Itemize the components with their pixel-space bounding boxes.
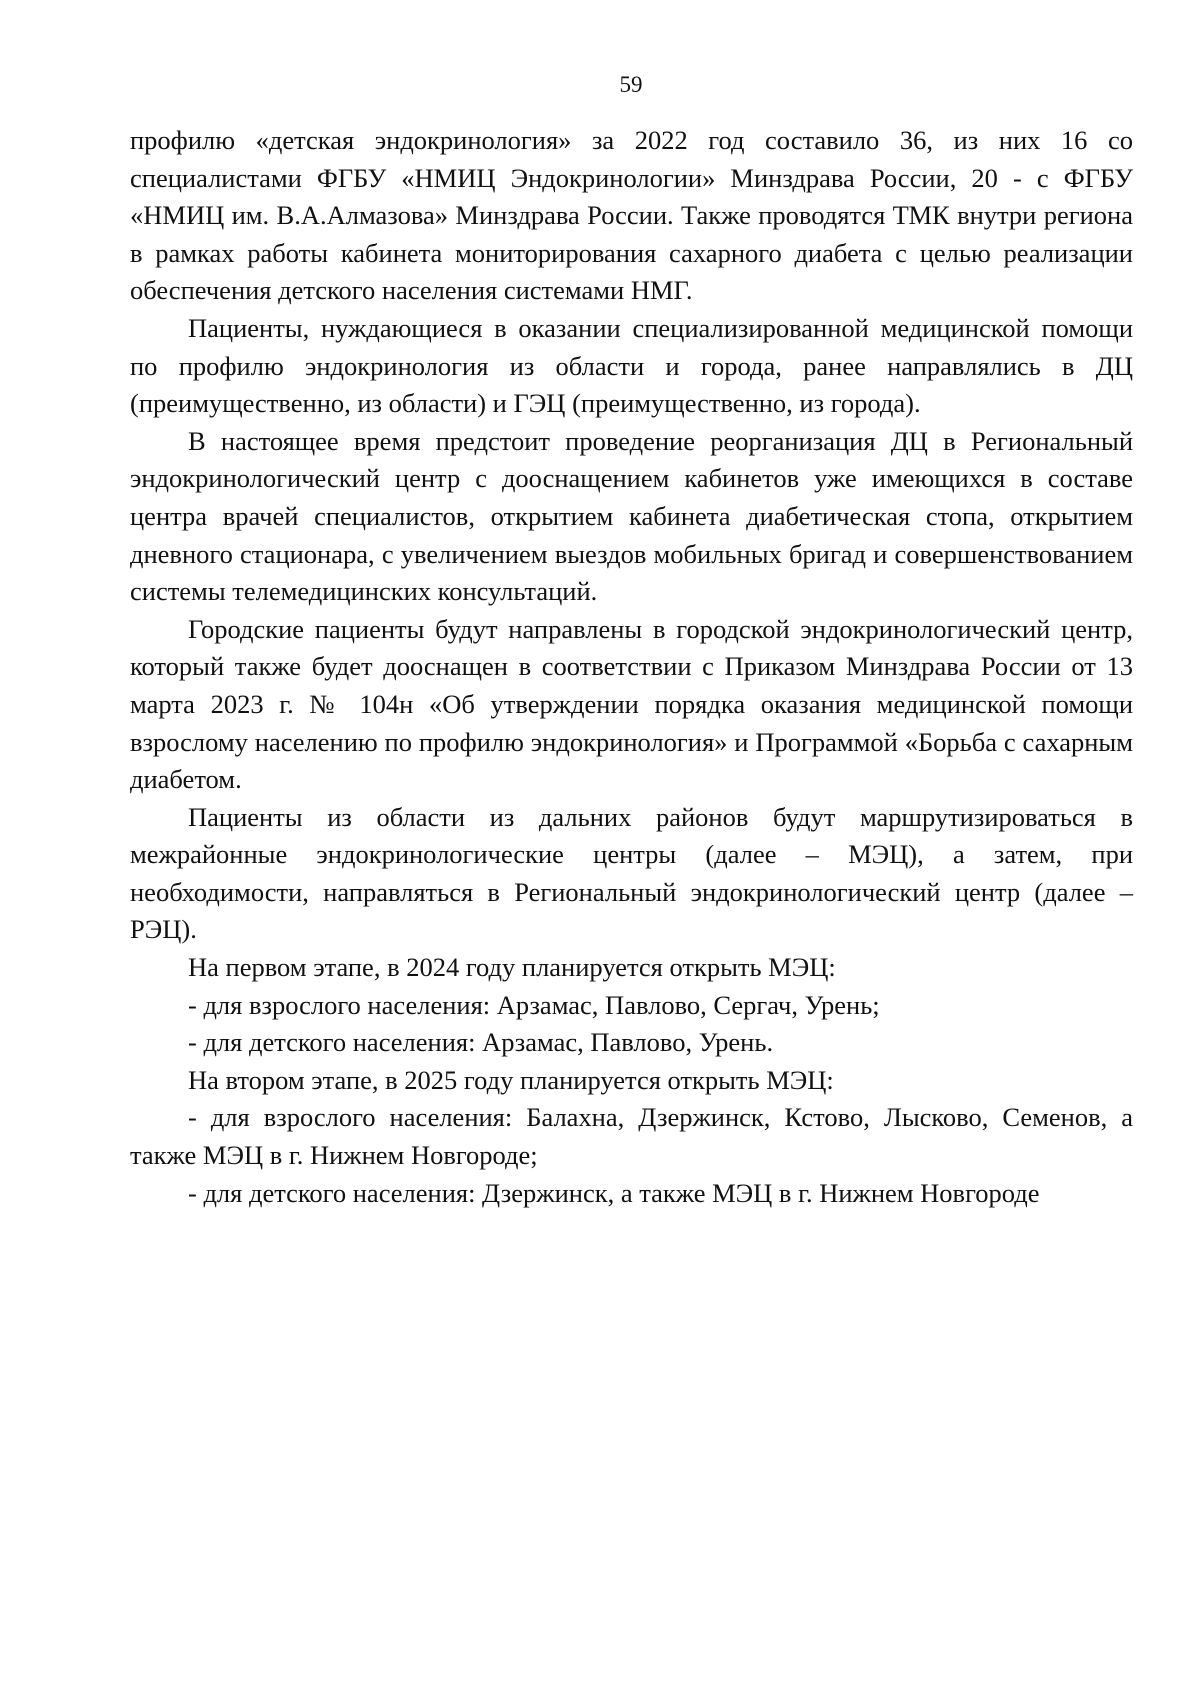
list-item-stage-two-children: - для детского населения: Дзержинск, а также МЭЦ в г. Нижнем Новгороде [188, 1177, 1040, 1208]
paragraph-regional-patients: Пациенты из области из дальних районов будут маршрутизироваться в межрайонные эндокринологические центры (далее – МЭЦ), а затем, при необходимости, направляться в Региональный эндокринологический центр (далее – РЭЦ). [130, 801, 1133, 945]
list-item-stage-two-adult: - для взрослого населения: Балахна, Дзержинск, Кстово, Лысково, Семенов, а также МЭЦ в г. Нижнем Новгороде; [130, 1102, 1133, 1171]
list-item-stage-one-adult: - для взрослого населения: Арзамас, Павлово, Сергач, Урень; [188, 989, 880, 1020]
page-number: 59 [619, 72, 643, 97]
list-item-stage-one-children: - для детского населения: Арзамас, Павлово, Урень. [188, 1027, 774, 1058]
paragraph-stage-two: На втором этапе, в 2025 году планируется открыть МЭЦ: [188, 1064, 834, 1095]
paragraph-reorganization: В настоящее время предстоит проведение реорганизация ДЦ в Региональный эндокринологический центр с дооснащением кабинетов уже имеющихся в составе центра врачей специалистов, открытием кабинета диабетическая стопа, открытием дневного стационара, с увеличением выездов мобильных бригад и совершенствованием системы телемедицинских консультаций. [130, 425, 1133, 607]
paragraph-city-patients: Городские пациенты будут направлены в городской эндокринологический центр, который также будет дооснащен в соответствии с Приказом Минздрава России от 13 марта 2023 г. № 104н «Об утверждении порядка оказания медицинской помощи взрослому населению по профилю эндокринология» и Программой «Борьба с сахарным диабетом. [130, 613, 1133, 795]
paragraph-telemedicine-consultations: профилю «детская эндокринология» за 2022 год составило 36, из них 16 со специалистами ФГБУ «НМИЦ Эндокринологии» Минздрава России, 20 - с ФГБУ «НМИЦ им. В.А.Алмазова» Минздрава России. Также проводятся ТМК внутри региона в рамках работы кабинета мониторирования сахарного диабета с целью реализации обеспечения детского населения системами НМГ. [130, 125, 1133, 306]
document-body [130, 122, 1133, 1212]
paragraph-stage-one: На первом этапе, в 2024 году планируется открыть МЭЦ: [188, 952, 836, 983]
paragraph-patient-routing-previous: Пациенты, нуждающиеся в оказании специализированной медицинской помощи по профилю эндокринология из области и города, ранее направлялись в ДЦ (преимущественно, из области) и ГЭЦ (преимущественно, из города). [130, 312, 1133, 419]
